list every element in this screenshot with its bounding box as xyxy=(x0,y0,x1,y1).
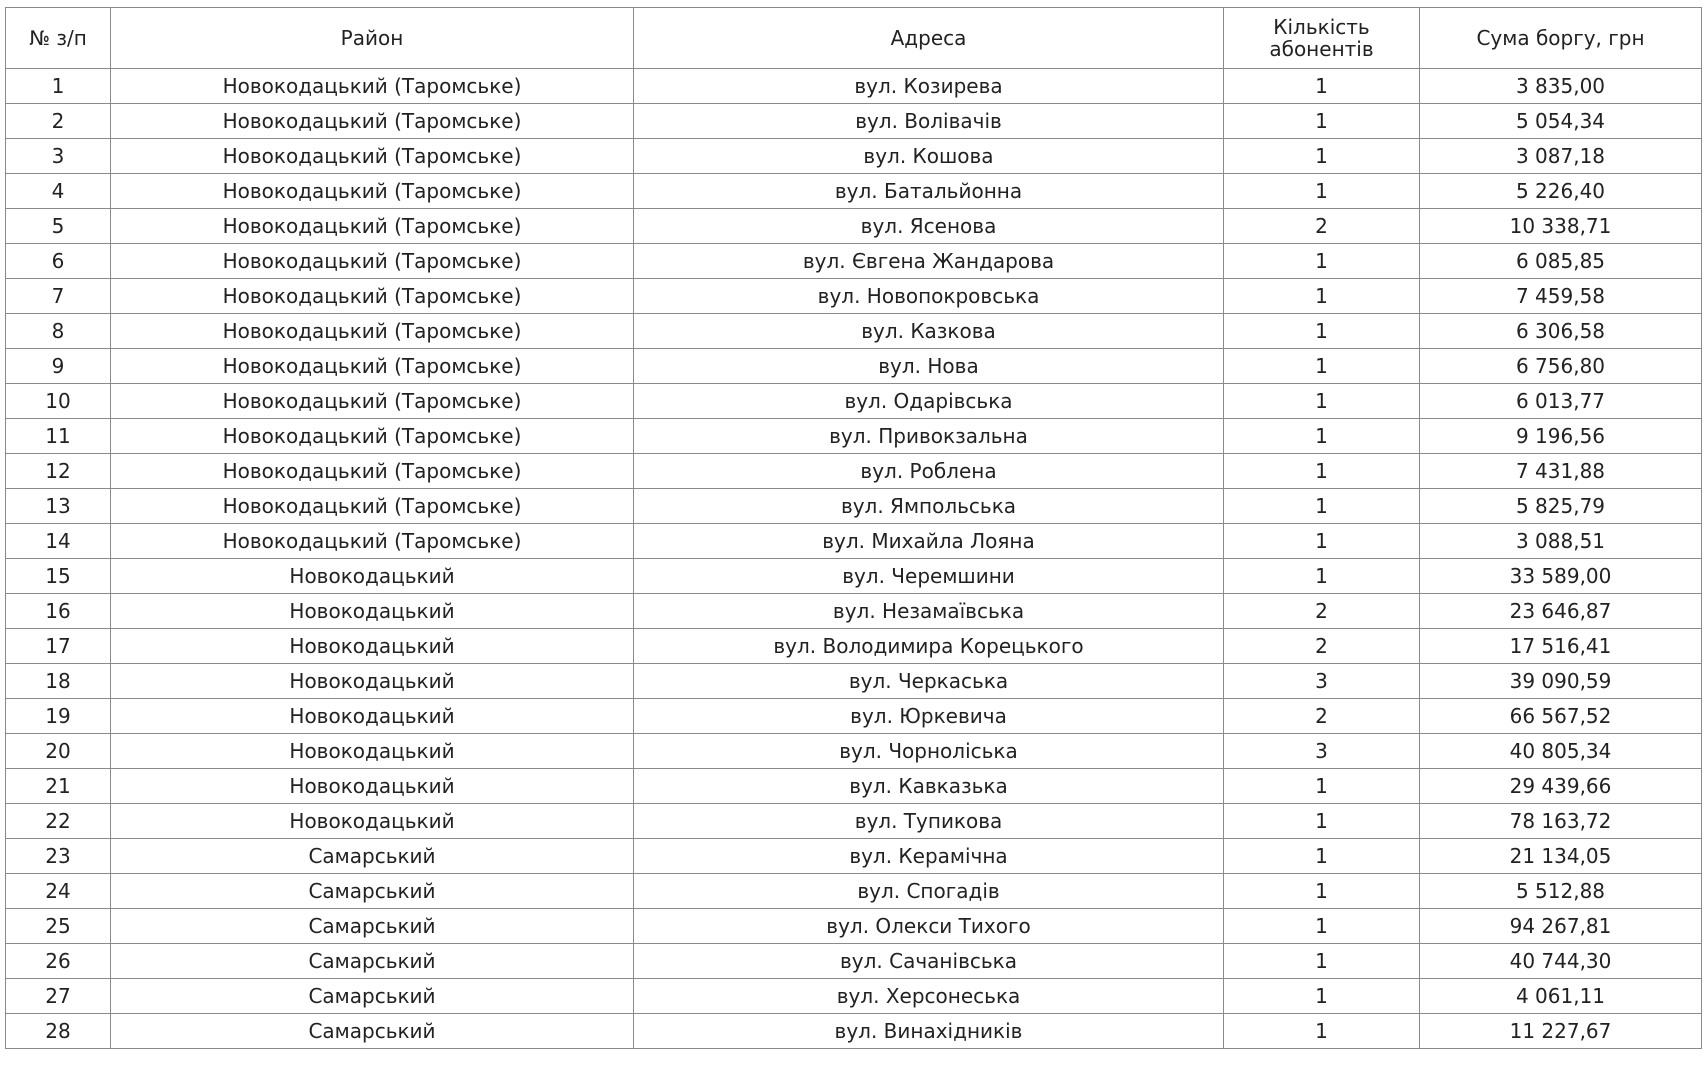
cell-district: Новокодацький (Таромське) xyxy=(111,349,634,384)
cell-district: Новокодацький (Таромське) xyxy=(111,279,634,314)
cell-district: Новокодацький xyxy=(111,769,634,804)
cell-count: 1 xyxy=(1224,419,1420,454)
cell-sum: 5 512,88 xyxy=(1420,874,1702,909)
cell-count: 1 xyxy=(1224,69,1420,104)
cell-address: вул. Кавказька xyxy=(634,769,1224,804)
cell-district: Новокодацький xyxy=(111,594,634,629)
cell-count: 1 xyxy=(1224,979,1420,1014)
cell-sum: 66 567,52 xyxy=(1420,699,1702,734)
cell-sum: 7 431,88 xyxy=(1420,454,1702,489)
table-row xyxy=(6,139,1702,174)
cell-address: вул. Євгена Жандарова xyxy=(634,244,1224,279)
table-row xyxy=(6,314,1702,349)
table-row xyxy=(6,699,1702,734)
cell-num: 24 xyxy=(6,874,111,909)
cell-sum: 23 646,87 xyxy=(1420,594,1702,629)
cell-sum: 3 087,18 xyxy=(1420,139,1702,174)
table-row xyxy=(6,979,1702,1014)
cell-district: Новокодацький xyxy=(111,734,634,769)
cell-count: 1 xyxy=(1224,909,1420,944)
cell-sum: 78 163,72 xyxy=(1420,804,1702,839)
cell-sum: 3 088,51 xyxy=(1420,524,1702,559)
cell-sum: 4 061,11 xyxy=(1420,979,1702,1014)
table-row xyxy=(6,104,1702,139)
cell-num: 3 xyxy=(6,139,111,174)
cell-count: 1 xyxy=(1224,769,1420,804)
cell-district: Новокодацький (Таромське) xyxy=(111,314,634,349)
cell-num: 15 xyxy=(6,559,111,594)
cell-sum: 6 085,85 xyxy=(1420,244,1702,279)
table-row xyxy=(6,594,1702,629)
table-row xyxy=(6,384,1702,419)
cell-address: вул. Батальйонна xyxy=(634,174,1224,209)
cell-address: вул. Одарівська xyxy=(634,384,1224,419)
cell-district: Новокодацький (Таромське) xyxy=(111,384,634,419)
cell-address: вул. Юркевича xyxy=(634,699,1224,734)
cell-count: 1 xyxy=(1224,1014,1420,1049)
table-row xyxy=(6,559,1702,594)
cell-address: вул. Нова xyxy=(634,349,1224,384)
cell-district: Новокодацький (Таромське) xyxy=(111,454,634,489)
cell-count: 2 xyxy=(1224,629,1420,664)
header-count xyxy=(1224,8,1420,69)
cell-num: 18 xyxy=(6,664,111,699)
table-row xyxy=(6,454,1702,489)
cell-num: 5 xyxy=(6,209,111,244)
cell-sum: 94 267,81 xyxy=(1420,909,1702,944)
cell-num: 13 xyxy=(6,489,111,524)
cell-num: 6 xyxy=(6,244,111,279)
cell-count: 1 xyxy=(1224,104,1420,139)
cell-sum: 33 589,00 xyxy=(1420,559,1702,594)
table-row xyxy=(6,174,1702,209)
cell-address: вул. Ямпольська xyxy=(634,489,1224,524)
cell-num: 17 xyxy=(6,629,111,664)
cell-num: 20 xyxy=(6,734,111,769)
cell-district: Новокодацький (Таромське) xyxy=(111,69,634,104)
table-row xyxy=(6,244,1702,279)
header-sum: Сума боргу, грн xyxy=(1420,8,1702,69)
table-row xyxy=(6,664,1702,699)
cell-sum: 5 226,40 xyxy=(1420,174,1702,209)
cell-address: вул. Спогадів xyxy=(634,874,1224,909)
cell-num: 25 xyxy=(6,909,111,944)
cell-count: 1 xyxy=(1224,944,1420,979)
table-row xyxy=(6,944,1702,979)
cell-address: вул. Михайла Лояна xyxy=(634,524,1224,559)
cell-address: вул. Козирева xyxy=(634,69,1224,104)
table-row xyxy=(6,489,1702,524)
cell-address: вул. Чорноліська xyxy=(634,734,1224,769)
cell-count: 1 xyxy=(1224,874,1420,909)
cell-district: Новокодацький xyxy=(111,629,634,664)
cell-district: Самарський xyxy=(111,944,634,979)
cell-district: Новокодацький (Таромське) xyxy=(111,524,634,559)
cell-sum: 3 835,00 xyxy=(1420,69,1702,104)
cell-address: вул. Черемшини xyxy=(634,559,1224,594)
table-row xyxy=(6,349,1702,384)
cell-district: Новокодацький (Таромське) xyxy=(111,139,634,174)
cell-sum: 21 134,05 xyxy=(1420,839,1702,874)
cell-address: вул. Херсонеська xyxy=(634,979,1224,1014)
cell-address: вул. Керамічна xyxy=(634,839,1224,874)
cell-count: 3 xyxy=(1224,734,1420,769)
table-row xyxy=(6,909,1702,944)
table-row xyxy=(6,839,1702,874)
table-row xyxy=(6,1014,1702,1049)
cell-count: 1 xyxy=(1224,384,1420,419)
table-row xyxy=(6,69,1702,104)
cell-district: Самарський xyxy=(111,874,634,909)
cell-sum: 10 338,71 xyxy=(1420,209,1702,244)
cell-num: 23 xyxy=(6,839,111,874)
cell-district: Новокодацький xyxy=(111,559,634,594)
cell-count: 2 xyxy=(1224,209,1420,244)
cell-num: 11 xyxy=(6,419,111,454)
cell-count: 3 xyxy=(1224,664,1420,699)
cell-address: вул. Олекси Тихого xyxy=(634,909,1224,944)
cell-address: вул. Черкаська xyxy=(634,664,1224,699)
cell-count: 1 xyxy=(1224,244,1420,279)
cell-sum: 17 516,41 xyxy=(1420,629,1702,664)
cell-num: 4 xyxy=(6,174,111,209)
cell-sum: 6 306,58 xyxy=(1420,314,1702,349)
cell-count: 1 xyxy=(1224,804,1420,839)
cell-address: вул. Сачанівська xyxy=(634,944,1224,979)
cell-district: Новокодацький (Таромське) xyxy=(111,419,634,454)
cell-sum: 5 054,34 xyxy=(1420,104,1702,139)
cell-district: Самарський xyxy=(111,909,634,944)
cell-district: Новокодацький xyxy=(111,699,634,734)
cell-address: вул. Казкова xyxy=(634,314,1224,349)
cell-sum: 6 756,80 xyxy=(1420,349,1702,384)
cell-num: 12 xyxy=(6,454,111,489)
cell-sum: 29 439,66 xyxy=(1420,769,1702,804)
table-row xyxy=(6,629,1702,664)
cell-district: Новокодацький xyxy=(111,804,634,839)
cell-sum: 5 825,79 xyxy=(1420,489,1702,524)
cell-address: вул. Тупикова xyxy=(634,804,1224,839)
cell-district: Новокодацький (Таромське) xyxy=(111,489,634,524)
cell-address: вул. Ясенова xyxy=(634,209,1224,244)
cell-count: 1 xyxy=(1224,139,1420,174)
table-row xyxy=(6,769,1702,804)
cell-num: 8 xyxy=(6,314,111,349)
cell-sum: 40 805,34 xyxy=(1420,734,1702,769)
table-header xyxy=(6,8,1702,69)
cell-num: 21 xyxy=(6,769,111,804)
cell-address: вул. Володимира Корецького xyxy=(634,629,1224,664)
cell-count: 1 xyxy=(1224,349,1420,384)
cell-district: Новокодацький (Таромське) xyxy=(111,104,634,139)
cell-district: Самарський xyxy=(111,1014,634,1049)
cell-sum: 11 227,67 xyxy=(1420,1014,1702,1049)
cell-num: 26 xyxy=(6,944,111,979)
cell-district: Новокодацький (Таромське) xyxy=(111,244,634,279)
table-row xyxy=(6,419,1702,454)
header-count-line1: Кількість xyxy=(1273,15,1370,39)
cell-sum: 39 090,59 xyxy=(1420,664,1702,699)
cell-sum: 9 196,56 xyxy=(1420,419,1702,454)
cell-count: 1 xyxy=(1224,279,1420,314)
cell-district: Самарський xyxy=(111,839,634,874)
cell-district: Новокодацький (Таромське) xyxy=(111,174,634,209)
cell-count: 1 xyxy=(1224,524,1420,559)
cell-num: 14 xyxy=(6,524,111,559)
table-row xyxy=(6,209,1702,244)
cell-district: Самарський xyxy=(111,979,634,1014)
cell-num: 10 xyxy=(6,384,111,419)
cell-num: 7 xyxy=(6,279,111,314)
cell-address: вул. Роблена xyxy=(634,454,1224,489)
cell-num: 27 xyxy=(6,979,111,1014)
cell-address: вул. Незамаївська xyxy=(634,594,1224,629)
header-count-line2: абонентів xyxy=(1269,37,1374,61)
cell-count: 1 xyxy=(1224,314,1420,349)
table-row xyxy=(6,804,1702,839)
cell-num: 28 xyxy=(6,1014,111,1049)
header-num: № з/п xyxy=(6,8,111,69)
cell-address: вул. Кошова xyxy=(634,139,1224,174)
header-address: Адреса xyxy=(634,8,1224,69)
cell-sum: 6 013,77 xyxy=(1420,384,1702,419)
cell-count: 2 xyxy=(1224,594,1420,629)
cell-sum: 40 744,30 xyxy=(1420,944,1702,979)
cell-count: 1 xyxy=(1224,839,1420,874)
cell-address: вул. Винахідників xyxy=(634,1014,1224,1049)
table-row xyxy=(6,874,1702,909)
cell-address: вул. Волівачів xyxy=(634,104,1224,139)
cell-count: 1 xyxy=(1224,559,1420,594)
cell-count: 1 xyxy=(1224,174,1420,209)
table-row xyxy=(6,734,1702,769)
cell-num: 1 xyxy=(6,69,111,104)
table-row xyxy=(6,279,1702,314)
cell-num: 16 xyxy=(6,594,111,629)
cell-num: 9 xyxy=(6,349,111,384)
cell-num: 19 xyxy=(6,699,111,734)
cell-num: 2 xyxy=(6,104,111,139)
cell-count: 1 xyxy=(1224,489,1420,524)
table-row xyxy=(6,524,1702,559)
cell-district: Новокодацький xyxy=(111,664,634,699)
table-body xyxy=(6,69,1702,1049)
cell-count: 2 xyxy=(1224,699,1420,734)
header-district: Район xyxy=(111,8,634,69)
debt-table xyxy=(5,7,1702,1049)
cell-address: вул. Привокзальна xyxy=(634,419,1224,454)
cell-num: 22 xyxy=(6,804,111,839)
cell-address: вул. Новопокровська xyxy=(634,279,1224,314)
cell-district: Новокодацький (Таромське) xyxy=(111,209,634,244)
cell-count: 1 xyxy=(1224,454,1420,489)
cell-sum: 7 459,58 xyxy=(1420,279,1702,314)
header-row xyxy=(6,8,1702,69)
